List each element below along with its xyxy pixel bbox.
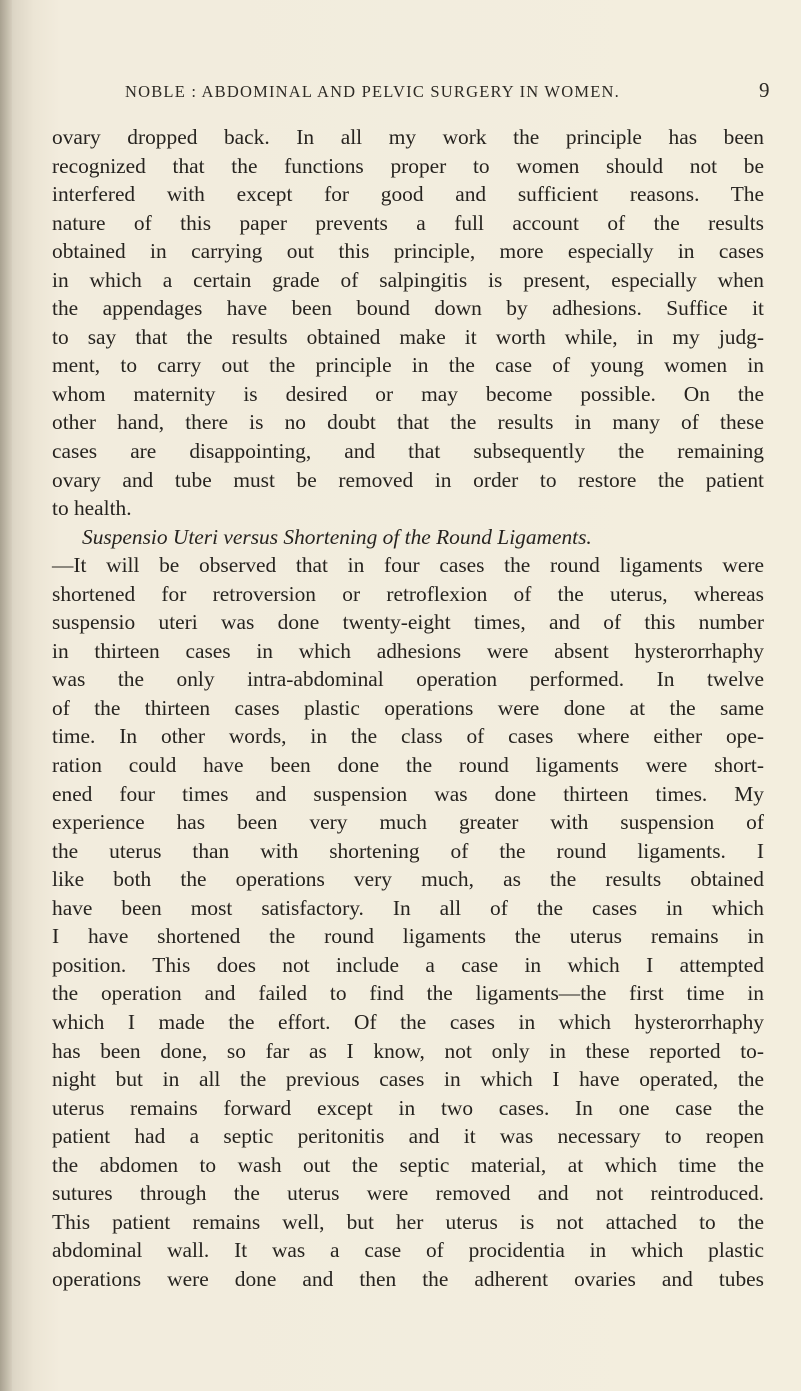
text-line: position. This does not include a case in which I attempted — [52, 952, 764, 977]
text-line: of the thirteen cases plastic operations were done at the same — [52, 695, 764, 720]
text-line: the uterus than with shortening of the round ligaments. I — [52, 838, 764, 863]
text-line: other hand, there is no doubt that the results in many of these — [52, 410, 764, 435]
text-line: operations were done and then the adherent ovaries and tubes — [52, 1266, 764, 1291]
text-line: ration could have been done the round ligaments were short- — [52, 753, 764, 778]
text-line: to say that the results obtained make it worth while, in my judg- — [52, 324, 764, 349]
text-line: ment, to carry out the principle in the case of young women in — [52, 353, 764, 378]
text-line: the operation and failed to find the ligaments—the first time in — [52, 981, 764, 1006]
text-line: the appendages have been bound down by adhesions. Suffice it — [52, 296, 764, 321]
text-line: cases are disappointing, and that subsequently the remaining — [52, 439, 764, 464]
running-head-title: NOBLE : ABDOMINAL AND PELVIC SURGERY IN WOMEN. — [125, 82, 620, 101]
text-line: nature of this paper prevents a full account of the results — [52, 210, 764, 235]
text-line: suspensio uteri was done twenty-eight times, and of this number — [52, 610, 764, 635]
page-number: 9 — [759, 78, 770, 102]
text-line: patient had a septic peritonitis and it was necessary to reopen — [52, 1124, 764, 1149]
running-head — [125, 78, 770, 102]
paragraph-2 — [52, 523, 764, 1294]
paragraph-1 — [52, 123, 764, 523]
text-line: time. In other words, in the class of cases where either ope- — [52, 724, 764, 749]
text-line: ovary and tube must be removed in order to restore the patient — [52, 467, 764, 492]
text-line: in thirteen cases in which adhesions were absent hysterorrhaphy — [52, 638, 764, 663]
text-line: has been done, so far as I know, not only in these reported to- — [52, 1038, 764, 1063]
text-line: night but in all the previous cases in which I have operated, the — [52, 1067, 764, 1092]
text-line: in which a certain grade of salpingitis is present, especially when — [52, 267, 764, 292]
text-line: ened four times and suspension was done thirteen times. My — [52, 781, 764, 806]
text-line: to health. — [52, 496, 132, 521]
text-line: obtained in carrying out this principle, more especially in cases — [52, 239, 764, 264]
text-line: This patient remains well, but her uterus is not attached to the — [52, 1209, 764, 1234]
text-line: which I made the effort. Of the cases in which hysterorrhaphy — [52, 1009, 764, 1034]
text-line: whom maternity is desired or may become possible. On the — [52, 381, 764, 406]
text-line: experience has been very much greater with suspension of — [52, 810, 764, 835]
text-line: interfered with except for good and sufficient reasons. The — [52, 182, 764, 207]
text-line: sutures through the uterus were removed and not reintroduced. — [52, 1181, 764, 1206]
text-line: the abdomen to wash out the septic material, at which time the — [52, 1152, 764, 1177]
binding-gutter — [0, 0, 12, 1391]
section-heading: Suspensio Uteri versus Shortening of the Round Ligaments. — [82, 524, 592, 549]
text-line: shortened for retroversion or retroflexion of the uterus, whereas — [52, 581, 764, 606]
text-line: I have shortened the round ligaments the uterus remains in — [52, 924, 764, 949]
text-line: uterus remains forward except in two cases. In one case the — [52, 1095, 764, 1120]
body-text — [52, 123, 764, 1293]
text-line: have been most satisfactory. In all of the cases in which — [52, 895, 764, 920]
text-line: recognized that the functions proper to women should not be — [52, 153, 764, 178]
text-line: abdominal wall. It was a case of procidentia in which plastic — [52, 1238, 764, 1263]
text-line: was the only intra-abdominal operation performed. In twelve — [52, 667, 764, 692]
text-line: —It will be observed that in four cases the round ligaments were — [52, 553, 764, 578]
text-line: like both the operations very much, as the results obtained — [52, 867, 764, 892]
text-line: ovary dropped back. In all my work the principle has been — [52, 125, 764, 149]
